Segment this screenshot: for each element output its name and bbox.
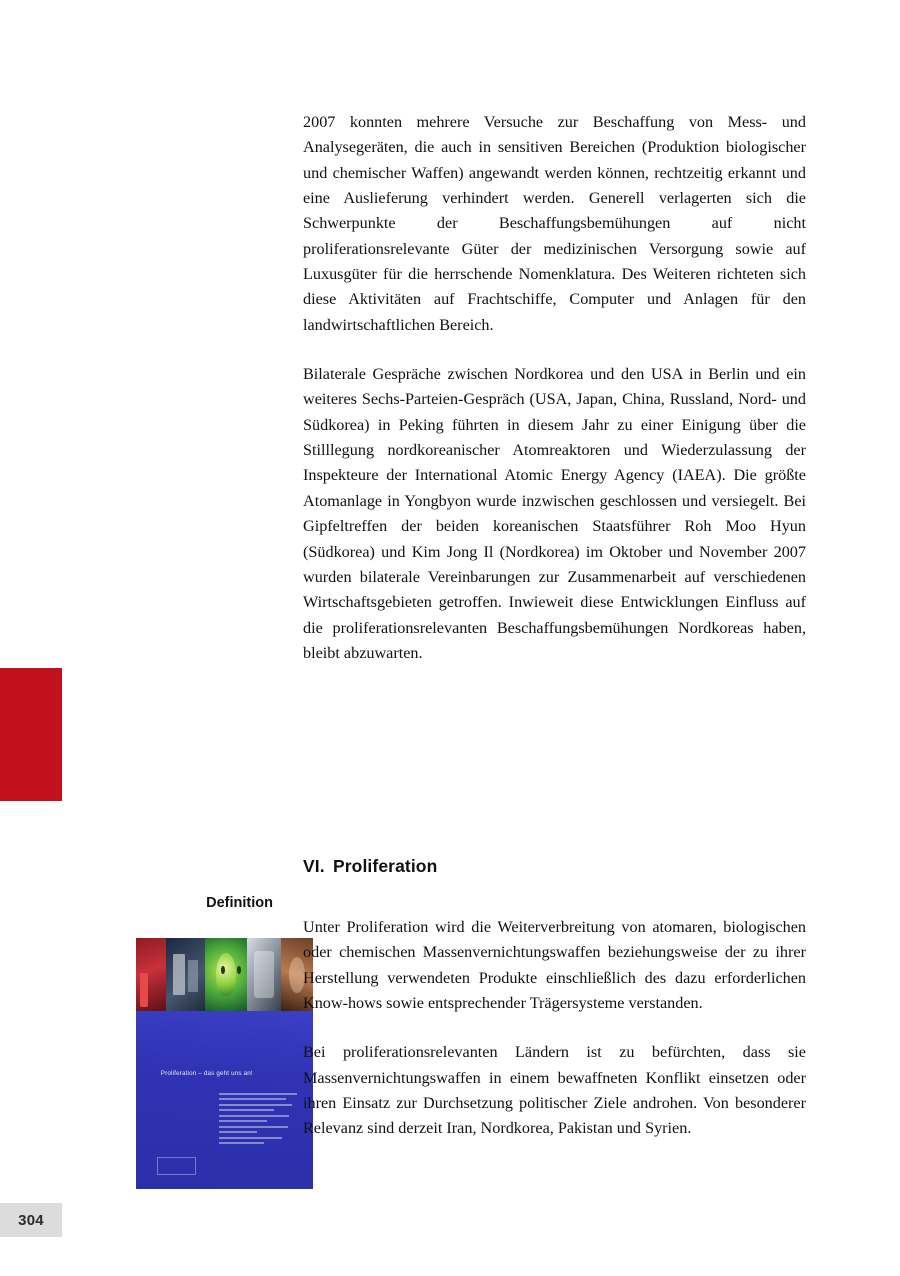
cover-title: Proliferation – das geht uns an! — [160, 1069, 253, 1077]
body-text-lower — [303, 915, 806, 1142]
cover-photo-1 — [136, 938, 166, 1011]
cover-text-lines — [219, 1093, 297, 1148]
page-number-block — [0, 1203, 62, 1237]
section-numeral: VI. — [303, 855, 325, 876]
cover-logo-placeholder — [157, 1157, 196, 1175]
cover-photo-2 — [166, 938, 205, 1011]
body-text-upper — [303, 110, 806, 666]
cover-photo-strip — [136, 938, 313, 1011]
page-number: 304 — [18, 1211, 44, 1229]
cover-photo-3 — [205, 938, 247, 1011]
section-heading — [303, 856, 806, 877]
cover-photo-4 — [247, 938, 281, 1011]
chapter-edge-marker — [0, 668, 62, 801]
section-title: Proliferation — [333, 855, 438, 876]
cover-body — [136, 1011, 313, 1189]
paragraph: Bilaterale Gespräche zwischen Nordkorea und den USA in Berlin und ein weiteres Sechs-Parteien-Gespräch (USA, Japan, China, Russland, Nord- und Südkorea) in Peking führten in diesem Jahr zu einer Einigung über die Stilllegung nordkoreanischer Atomreaktoren und Wiederzulassung der Inspekteure der International Atomic Energy Agency (IAEA). Die größte Atomanlage in Yongbyon wurde inzwischen geschlossen und versiegelt. Bei Gipfeltreffen der beiden koreanischen Staatsführer Roh Moo Hyun (Südkorea) und Kim Jong Il (Nordkorea) im Oktober und November 2007 wurden bilaterale Vereinbarungen zur Zusammenarbeit auf verschiedenen Wirtschaftsgebieten getroffen. Inwieweit diese Entwicklungen Einfluss auf die proliferationsrelevanten Beschaffungsbemühungen Nordkoreas haben, bleibt abzuwarten. — [303, 365, 806, 662]
paragraph: Unter Proliferation wird die Weiterverbreitung von atomaren, biologischen oder chemischen Massenvernichtungswaffen beziehungsweise der zu ihrer Herstellung verwendeten Produkte einschließlich des dazu erforderlichen Know-hows sowie entsprechender Trägersysteme verstanden. — [303, 918, 806, 1013]
margin-note-definition: Definition — [206, 895, 273, 911]
brochure-cover-image — [136, 938, 313, 1189]
paragraph: 2007 konnten mehrere Versuche zur Beschaffung von Mess- und Analysegeräten, die auch in sensitiven Bereichen (Produktion biologischer und chemischer Waffen) angewandt werden können, rechtzeitig erkannt und eine Auslieferung verhindert werden. Generell verlagerten sich die Schwerpunkte der Beschaffungsbemühungen auf nicht proliferationsrelevante Güter der medizinischen Versorgung sowie auf Luxusgüter für die herrschende Nomenklatura. Des Weiteren richteten sich diese Aktivitäten auf Frachtschiffe, Computer und Anlagen für den landwirtschaftlichen Bereich. — [303, 113, 806, 334]
paragraph: Bei proliferationsrelevanten Ländern ist zu befürchten, dass sie Massenvernichtungswaffen in einem bewaffneten Konflikt einsetzen oder ihren Einsatz zur Durchsetzung politischer Ziele androhen. Von besonderer Relevanz sind derzeit Iran, Nordkorea, Pakistan und Syrien. — [303, 1043, 806, 1138]
